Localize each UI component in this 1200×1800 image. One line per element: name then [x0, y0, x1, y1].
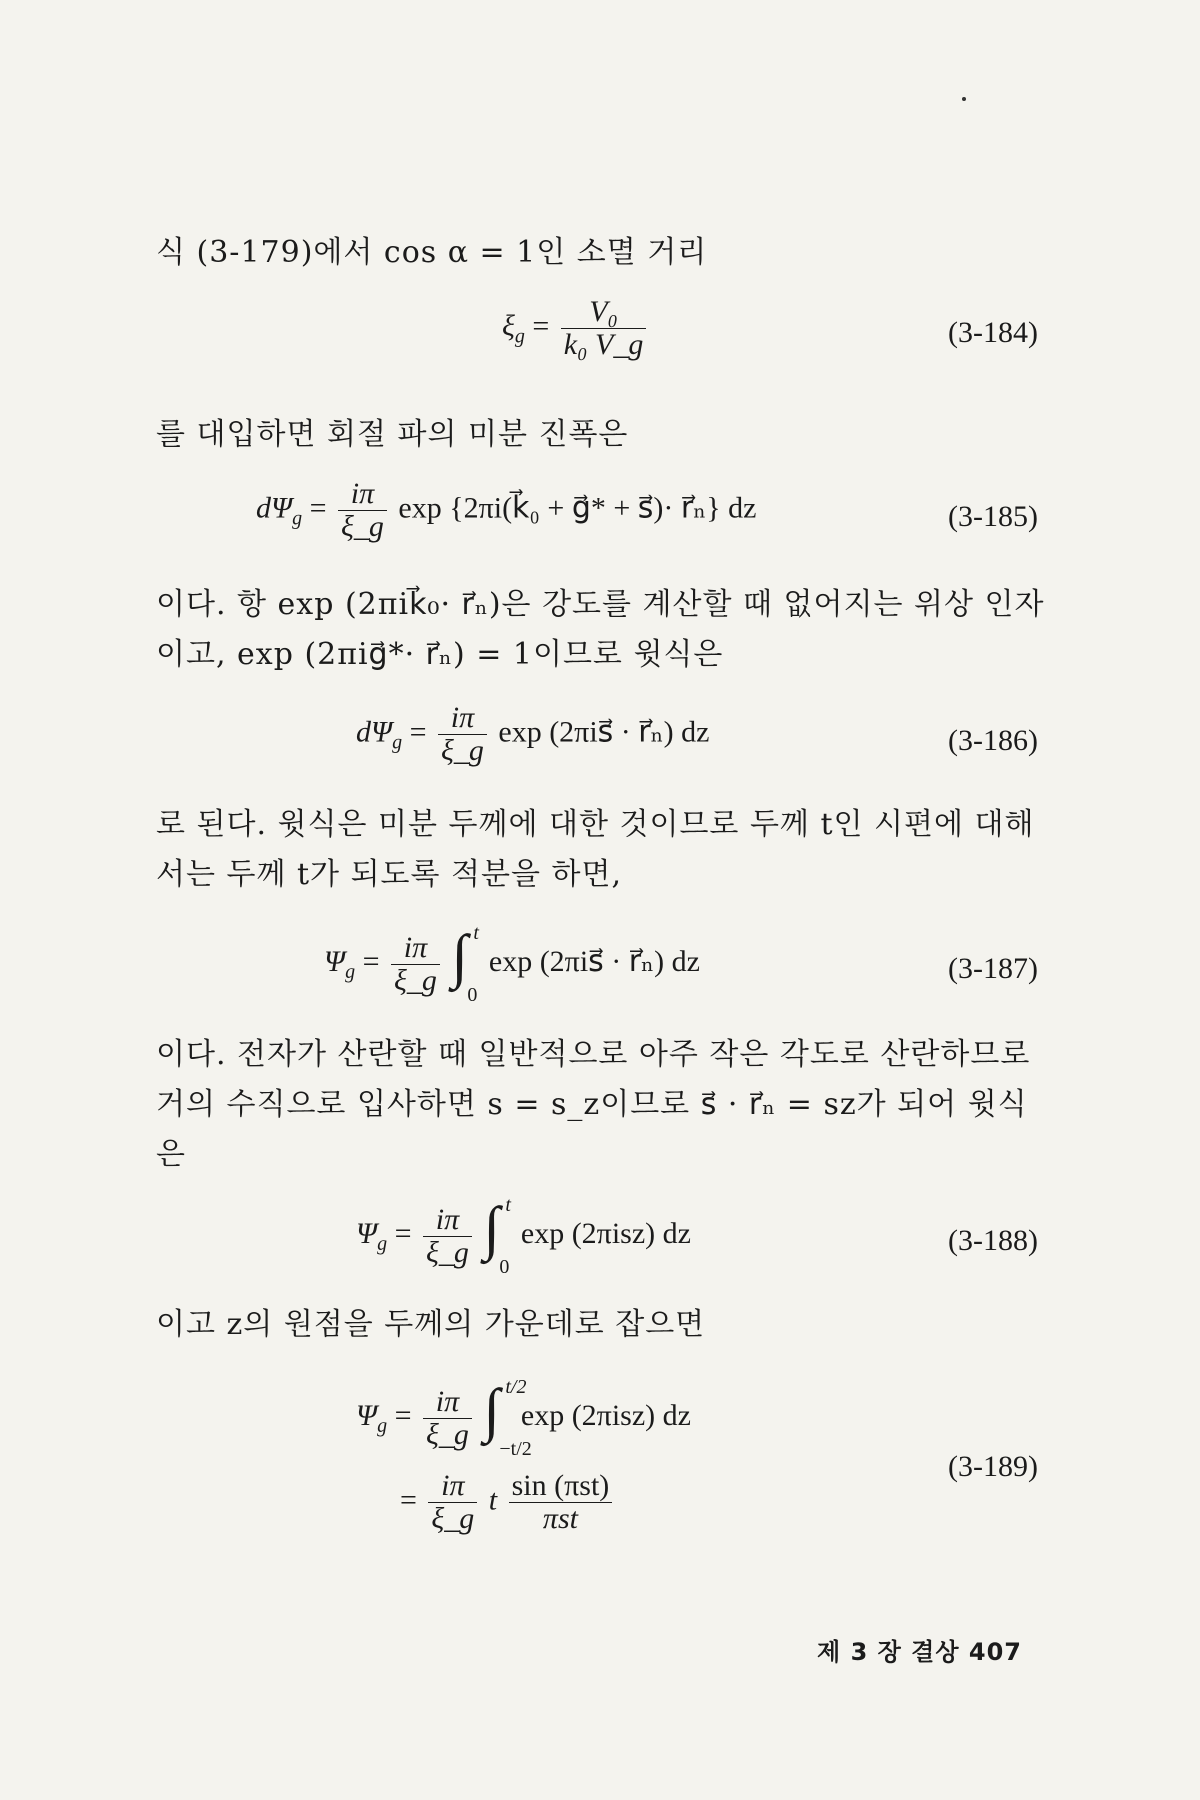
paragraph-4: 로 된다. 윗식은 미분 두께에 대한 것이므로 두께 t인 시편에 대해서는 두께 t가 되도록 적분을 하면, — [156, 807, 1035, 892]
integral-sign: ∫ t 0 — [483, 1194, 511, 1278]
equation-3-184: $\xi_g$ = $\frac{\text{V₀}}{\text{k₀ V\_g}}$ (3-184) — [502, 295, 1038, 361]
eq-fraction: $\frac{i\pi}{\xi\_g}$ — [428, 1470, 477, 1535]
equation-number: (3-184) — [948, 316, 1038, 349]
eq-fraction: $\frac{i\pi}{\xi\_g}$ — [438, 702, 487, 767]
page-footer: 제 3 장 결상 407 — [817, 1638, 1022, 1666]
speck-mark — [962, 97, 966, 101]
equation-3-189: $\Psi_g$ = $\frac{i\pi}{\xi\_g}$ ∫ t/2 −t/2 exp (2πisz) dz = $\frac{i\pi}{\xi\_g}$ t $\frac{\text{sin (πst)}}{\text{πst}}$ (3-189) — [356, 1376, 1038, 1535]
equation-number: (3-185) — [948, 500, 1038, 533]
eq-lhs: ξ — [502, 309, 515, 343]
equation-3-188: $\Psi_g$ = $\frac{i\pi}{\xi\_g}$ ∫ t 0 exp (2πisz) dz (3-188) — [356, 1194, 1038, 1278]
eq-fraction: $\frac{i\pi}{\xi\_g}$ — [391, 932, 440, 997]
eq-fraction-sinc: $\frac{\text{sin (πst)}}{\text{πst}}$ — [509, 1470, 613, 1535]
eq-fraction: $\frac{i\pi}{\xi\_g}$ — [338, 478, 387, 543]
paragraph-2: 를 대입하면 회절 파의 미분 진폭은 — [156, 417, 629, 452]
equation-number: (3-187) — [948, 952, 1038, 985]
equation-number: (3-188) — [948, 1224, 1038, 1257]
paragraph-6: 이고 z의 원점을 두께의 가운데로 잡으면 — [156, 1307, 706, 1342]
equation-number: (3-186) — [948, 724, 1038, 757]
paragraph-3: 이다. 항 exp (2πik⃗₀· r⃗ₙ)은 강도를 계산할 때 없어지는 위상 인자이고, exp (2πig⃗*· r⃗ₙ) = 1이므로 윗식은 — [156, 587, 1045, 672]
eq-fraction: $\frac{\text{V₀}}{\text{k₀ V\_g}}$ — [561, 296, 647, 361]
eq-fraction: $\frac{i\pi}{\xi\_g}$ — [423, 1386, 472, 1451]
equation-number: (3-189) — [948, 1450, 1038, 1483]
equation-3-187: $\Psi_g$ = $\frac{i\pi}{\xi\_g}$ ∫ t 0 exp (2πis⃗ · r⃗ₙ) dz (3-187) — [324, 922, 1038, 1006]
paragraph-1: 식 (3-179)에서 cos α = 1인 소멸 거리 — [156, 235, 708, 270]
equation-3-185: $d\Psi_g$ = $\frac{i\pi}{\xi\_g}$ exp {2πi(k⃗₀ + g⃗* + s⃗)· r⃗ₙ} dz (3-185) — [256, 477, 1038, 543]
integral-sign: ∫ t/2 −t/2 — [483, 1376, 532, 1460]
equation-3-186: $d\Psi_g$ = $\frac{i\pi}{\xi\_g}$ exp (2πis⃗ · r⃗ₙ) dz (3-186) — [356, 701, 1038, 767]
integral-sign: ∫ t 0 — [451, 922, 479, 1006]
eq-fraction: $\frac{i\pi}{\xi\_g}$ — [423, 1204, 472, 1269]
paragraph-5: 이다. 전자가 산란할 때 일반적으로 아주 작은 각도로 산란하므로 거의 수직으로 입사하면 s = s_z이므로 s⃗ · r⃗ₙ = sz가 되어 윗식은 — [156, 1037, 1031, 1172]
